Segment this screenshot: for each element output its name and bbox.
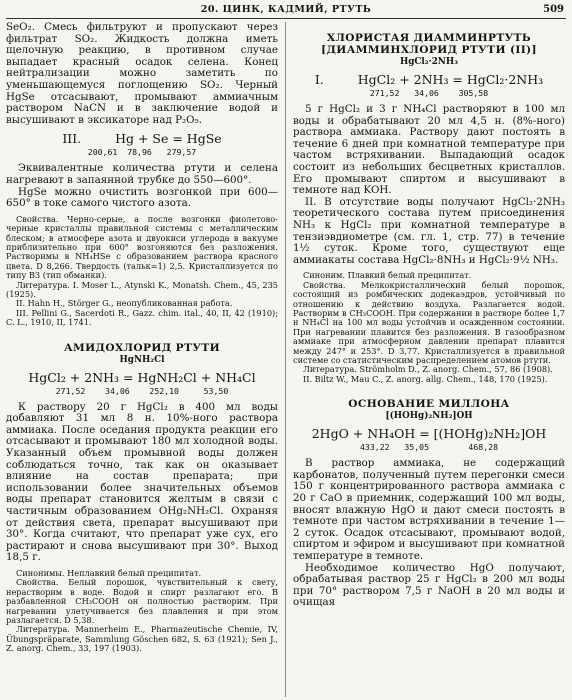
paragraph-diammine-prep: 5 г HgCl₂ и 3 г NH₄Cl растворяют в 100 мл воды и обрабатывают 20 мл 4,5 н. (8%-ного) раствора аммиака. Раствору дают постоять в течение 6 дней при комнатной температуре при частом встряхивании. Выпадающий осадок состоит из небольших бесцветных кристаллов. Его промывают спиртом и высушивают в темноте над KOH. [293, 103, 565, 197]
equation-molar-masses: 433,22 35,05 468,28 [359, 442, 499, 453]
literature-ref-3: III. Pellini G., Sacerdoti R., Gazz. chim. ital., 40, II, 42 (1910); C. L., 1910, II, 1741. [6, 307, 278, 328]
running-header: 20. ЦИНК, КАДМИЙ, РТУТЬ [200, 4, 372, 15]
section-heading-millon: ОСНОВАНИЕ МИЛЛОНА [348, 398, 510, 411]
properties-diammine: Свойства. Мелкокристаллический белый порошок, состоящий из ромбических додекаэдров, устойчивый по отношению к действию воздуха. Разлагается водой. Растворим в CH₃COOH. При содержании в растворе более 1,7 н NH₄Cl на 100 мл воды устойчив и осажденном состоянии. При нагревании плавится без разложения. В газообразном аммиаке при атмосферном давлении препарат плавится между 247° и 253°. D 3,77. Кристаллизуется в правильной системе со статистическим распределением атомов ртути. [293, 279, 565, 365]
right-column [293, 22, 565, 609]
paragraph-hgse-prep: SeO₂. Смесь фильтруют и пропускают через фильтрат SO₂. Жидкость должна иметь щелочную реакцию, в противном случае выпадает красный осадок селена. Конец нейтрализации можно заметить по уменьшающемуся поглощению SO₂. Черный HgSe отсасывают, промывают аммиачным раствором NaCN и в заключение водой и высушивают в эксикаторе над P₂O₅. [6, 21, 278, 126]
literature-ref-6: II. Biltz W., Mau C., Z. anorg. allg. Chem., 148, 170 (1925). [303, 373, 548, 384]
paragraph-hgse-method3: Эквивалентные количества ртути и селена нагревают в запаянной трубке до 550—600°. [6, 162, 278, 186]
equation-molar-masses: 271,52 34,06 305,58 [369, 88, 489, 98]
left-column [6, 22, 278, 654]
page-number: 509 [543, 4, 564, 15]
equation-molar-masses: 200,61 78,96 279,57 [87, 147, 197, 158]
equation-label: III. [62, 131, 82, 147]
properties-amidochloride: Свойства. Белый порошок, чувствительный к свету, нерастворим в воде. Водой и спирт разлагают его. В разбавленной CH₃COOH он полностью растворим. При нагревании улетучивается без плавления и при этом разлагается. D 5,38. [6, 577, 278, 625]
literature-ref-2: II. Hahn H., Störger G., неопубликованная работа. [16, 298, 233, 309]
column-divider [285, 22, 286, 697]
section-heading-diammine: ХЛОРИСТАЯ ДИАММИНРТУТЬ [ДИАММИНХЛОРИД РТУТИ (II)] [321, 32, 537, 56]
section-formula-millon: [(HOHg)₂NH₂]OH [385, 411, 473, 422]
equation-text: HgCl₂ + 2NH₃ = HgCl₂·2NH₃ [357, 72, 544, 87]
section-formula-diammine: HgCl₂·2NH₃ [399, 57, 459, 67]
equation-hgse [6, 131, 278, 146]
section-heading-amidochloride: АМИДОХЛОРИД РТУТИ [63, 341, 221, 354]
paragraph-amidochloride-prep: К раствору 20 г HgCl₂ в 400 мл воды добавляют 31 мл 8 н. 10%-ного раствора аммиака. После оседания продукта реакции его отсасывают и промывают 180 мл холодной воды. Указанный объем промывной воды должен соблюдаться точно, так как он оказывает влияние на состав препарата; при использовании более значительных объемов воды препарат становится желтым в связи с частичным образованием OHg₂NH₂Cl. Охраняя от действия света, препарат высушивают при 30°. Когда считают, что препарат уже сух, его растирают и снова высушивают при 30°. Выход 18,5 г. [6, 400, 278, 564]
equation-label: I. [314, 72, 324, 87]
section-formula-amidochloride: HgNH₂Cl [119, 354, 165, 365]
paragraph-diammine-method2: II. В отсутствие воды получают HgCl₂·2NH₃ теоретического состава путем присоединения NH₃ к HgCl₂ при комнатной температуре в тензиэвдиометре (см. гл. 1, стр. 77) в течение 1½ суток. Кроме того, существуют еще аммиакаты состава HgCl₂·8NH₃ и HgCl₂·9½ NH₃. [293, 195, 565, 266]
synonyms-amidochloride: Синонимы. Неплавкий белый преципитат. [16, 567, 202, 578]
paragraph-hgse-purify: HgSe можно очистить возгонкой при 600—650° в токе самого чистого азота. [6, 185, 278, 210]
header-rule [6, 18, 566, 19]
equation-diammine [293, 72, 565, 87]
literature-ref-5: Литература. Strömholm D., Z. anorg. Chem., 57, 86 (1908). [303, 364, 553, 375]
equation-amidochloride: HgCl₂ + 2NH₃ = HgNH₂Cl + NH₄Cl [28, 369, 256, 385]
literature-ref-1: Литература. I. Moser L., Atynski K., Monatsh. Chem., 45, 235 (1925). [6, 279, 278, 299]
paragraph-millon-prep: В раствор аммиака, не содержащий карбонатов, полученный путем перегонки смеси 150 г концентрированного раствора аммиака с 20 г CaO в приемник, содержащий 100 мл воды, вносят влажную HgO и дают смеси постоять в темноте при частом встряхивании в течение 1—2 суток. Осадок отсасывают, промывают водой, спиртом и эфиром и высушивают при комнатной температуре в темноте. [293, 457, 565, 562]
paragraph-millon-hgo: Необходимое количество HgO получают, обрабатывая раствор 25 г HgCl₂ в 200 мл воды при 70° раствором 7,5 г NaOH в 20 мл воды и очищая [293, 561, 565, 609]
equation-molar-masses: 271,52 34,06 252,10 53,50 [55, 385, 229, 396]
equation-text: Hg + Se = HgSe [115, 131, 222, 147]
synonyms-diammine: Синоним. Плавкий белый преципитат. [303, 270, 472, 281]
literature-ref-4: Литература. Mannerheim E., Pharmazeutische Chemie, IV, Übungspräparate, Sammlung Göschen 682, S. 63 (1921); Sen J., Z. anorg. Chem., 33, 197 (1903). [6, 624, 278, 654]
properties-hgse: Свойства. Черно-серые, а после возгонки фиолетово-черные кристаллы правильной системы с металлическим блеском; в атмосфере азота и двуокиси углерода в вакууме приблизительно при 600° возгоняются без разложения. Растворимы в NH₄HSe с образованием раствора красного цвета. D 8,266. Твердость (тальк=1) 2,5. Кристаллизуется по типу B3 (тип обманки). [6, 213, 278, 281]
equation-millon: 2HgO + NH₄OH = [(HOHg)₂NH₂]OH [311, 426, 547, 442]
